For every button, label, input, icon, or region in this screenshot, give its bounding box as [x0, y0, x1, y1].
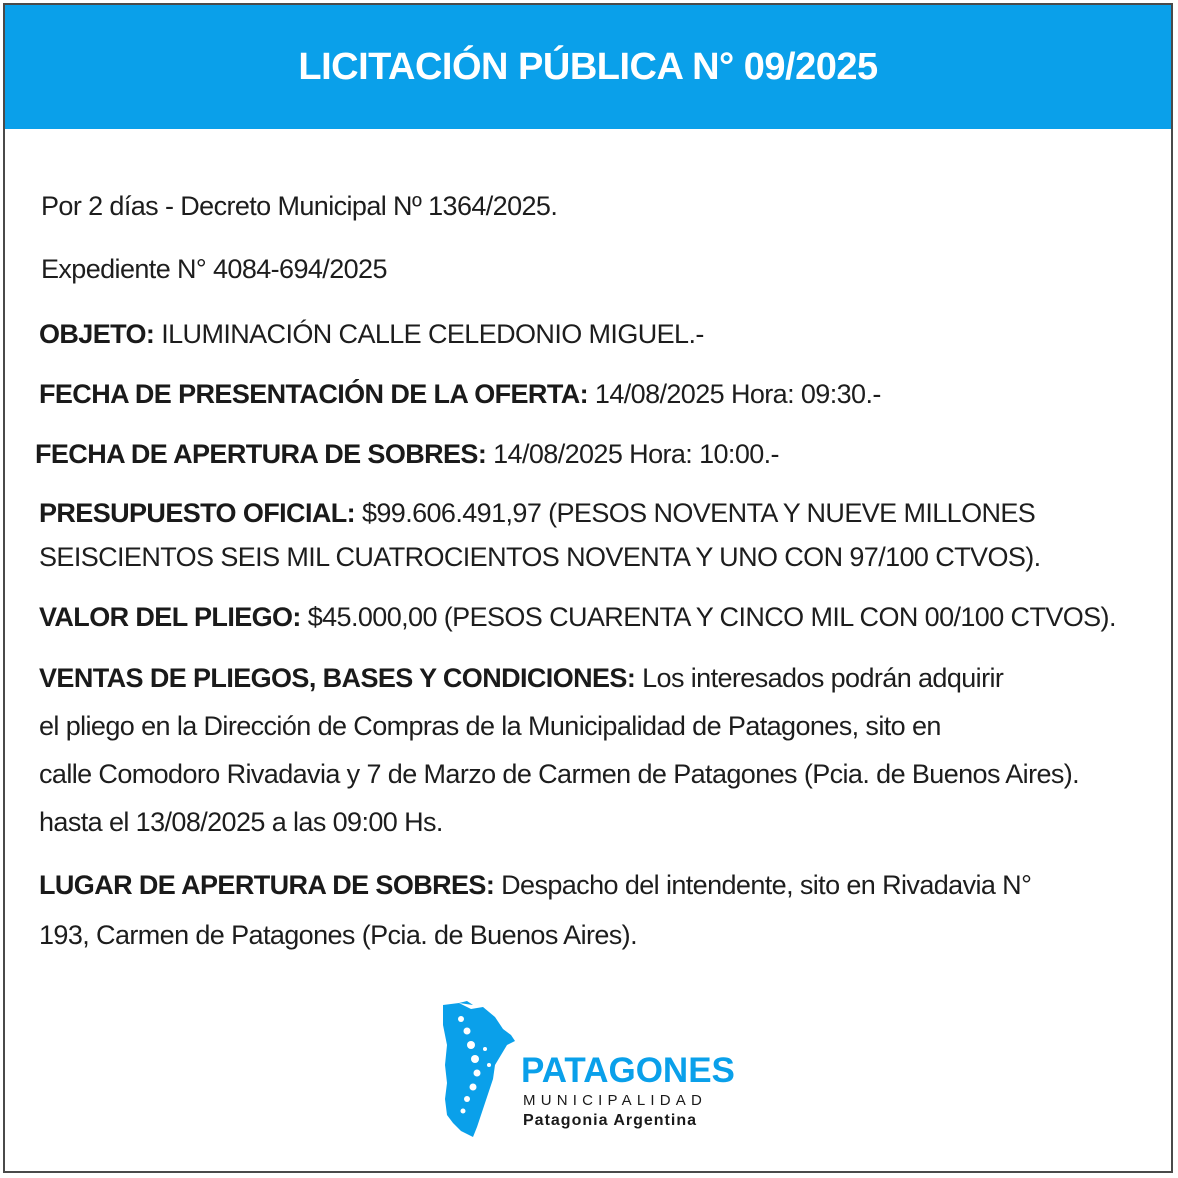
lugar-label: LUGAR DE APERTURA DE SOBRES:: [39, 870, 495, 900]
presupuesto-value-1: $99.606.491,97 (PESOS NOVENTA Y NUEVE MILLONES: [355, 498, 1036, 528]
expediente-text: Expediente N° 4084-694/2025: [41, 254, 387, 284]
ventas-value-1: Los interesados podrán adquirir: [635, 663, 1004, 693]
valor-pliego-label: VALOR DEL PLIEGO:: [39, 602, 301, 632]
ventas-line-1: [39, 654, 1164, 702]
logo-name: PATAGONES: [521, 1051, 735, 1090]
fecha-presentacion-line: [39, 371, 1164, 417]
objeto-label: OBJETO:: [39, 319, 155, 349]
decreto-text: Por 2 días - Decreto Municipal Nº 1364/2025.: [41, 191, 558, 221]
ventas-label: VENTAS DE PLIEGOS, BASES Y CONDICIONES:: [39, 663, 636, 693]
page-title: LICITACIÓN PÚBLICA N° 09/2025: [298, 45, 878, 88]
expediente-line: [41, 246, 1164, 292]
presupuesto-line-2: SEISCIENTOS SEIS MIL CUATROCIENTOS NOVENTA Y UNO CON 97/100 CTVOS).: [39, 542, 1041, 572]
ventas-line-2: el pliego en la Dirección de Compras de la Municipalidad de Patagones, sito en: [39, 711, 941, 741]
presupuesto-line-1: [39, 491, 1164, 535]
lugar-line-1: [39, 860, 1164, 910]
lugar-line-2: 193, Carmen de Patagones (Pcia. de Buenos Aires).: [39, 920, 637, 950]
lugar-paragraph: [39, 860, 1164, 960]
valor-pliego-value: $45.000,00 (PESOS CUARENTA Y CINCO MIL CON 00/100 CTVOS).: [300, 602, 1116, 632]
ventas-paragraph: [39, 654, 1164, 846]
presupuesto-paragraph: [39, 491, 1164, 579]
logo-subtitle: MUNICIPALIDAD: [523, 1092, 708, 1109]
fecha-apertura-line: [35, 431, 1164, 477]
objeto-value: ILUMINACIÓN CALLE CELEDONIO MIGUEL.-: [154, 319, 704, 349]
decreto-line: [41, 183, 1164, 229]
fecha-presentacion-value: 14/08/2025 Hora: 09:30.-: [588, 379, 881, 409]
notice-body: [35, 183, 1164, 960]
fecha-presentacion-label: FECHA DE PRESENTACIÓN DE LA OFERTA:: [39, 379, 589, 409]
notice-card: [3, 3, 1173, 1173]
ventas-line-4: hasta el 13/08/2025 a las 09:00 Hs.: [39, 807, 443, 837]
valor-pliego-line: [39, 594, 1164, 640]
logo-tagline: Patagonia Argentina: [523, 1112, 697, 1129]
ventas-line-3: calle Comodoro Rivadavia y 7 de Marzo de Carmen de Patagones (Pcia. de Buenos Aires).: [39, 759, 1080, 789]
header-banner: [5, 5, 1171, 129]
fecha-apertura-label: FECHA DE APERTURA DE SOBRES:: [35, 439, 487, 469]
fecha-apertura-value: 14/08/2025 Hora: 10:00.-: [486, 439, 779, 469]
patagones-map-icon: [437, 999, 527, 1144]
municipality-logo: [437, 999, 757, 1144]
lugar-value-1: Despacho del intendente, sito en Rivadavia N°: [494, 870, 1032, 900]
objeto-line: [39, 311, 1164, 357]
presupuesto-label: PRESUPUESTO OFICIAL:: [39, 498, 356, 528]
